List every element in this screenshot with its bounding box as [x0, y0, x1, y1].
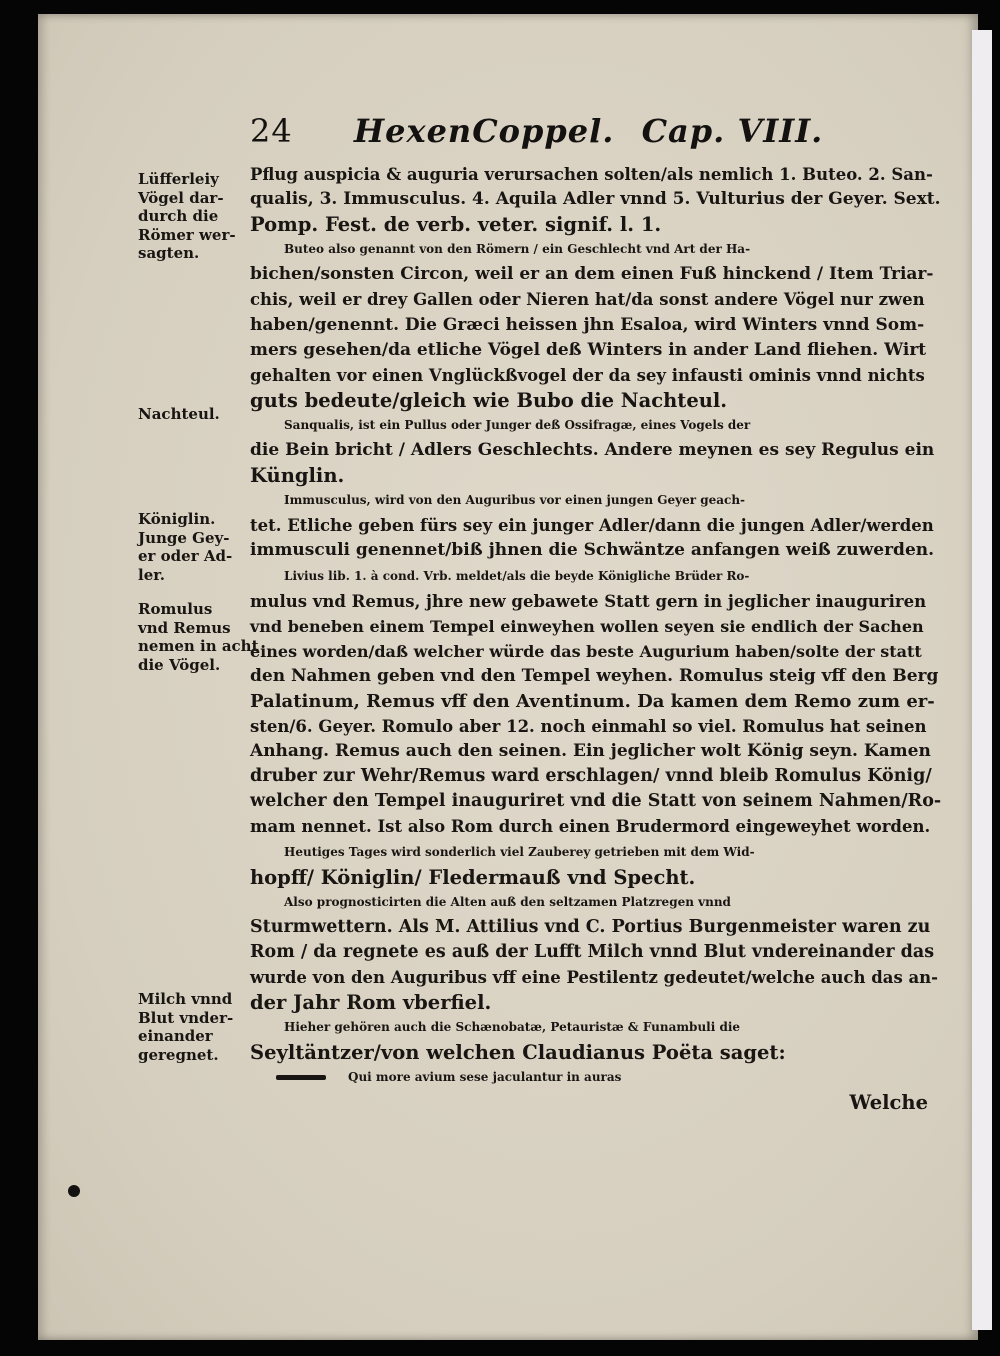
- text-line: Pflug auspicia & auguria verursachen solten/als nemlich 1. Buteo. 2. San-: [250, 165, 933, 184]
- text-line: haben/genennt. Die Græci heissen jhn Esaloa, wird Winters vnnd Som-: [250, 314, 925, 335]
- text-line: druber zur Wehr/Remus ward erschlagen/ vnnd bleib Romulus König/: [250, 766, 932, 787]
- margin-note-line: er oder Ad-: [138, 547, 233, 565]
- page-edge: [972, 30, 992, 1330]
- text-line: Buteo also genannt von den Römern / ein Geschlecht vnd Art der Ha-: [284, 242, 751, 257]
- margin-note-line: die Vögel.: [138, 655, 221, 674]
- margin-note-line: ler.: [138, 565, 165, 584]
- body-text: [250, 162, 940, 1116]
- quote-line: [250, 1065, 940, 1090]
- text-line: der Jahr Rom vberfiel.: [250, 991, 492, 1015]
- text-line: vnd beneben einem Tempel einweyhen wollen seyen sie endlich der Sachen: [250, 616, 924, 636]
- text-line: gehalten vor einen Vnglückßvogel der da sey infausti ominis vnnd nichts: [250, 365, 925, 385]
- chapter-label: Cap. VIII.: [641, 112, 824, 150]
- text-line: Palatinum, Remus vff den Aventinum. Da kamen dem Remo zum er-: [250, 690, 935, 712]
- text-line: Heutiges Tages wird sonderlich viel Zauberey getrieben mit dem Wid-: [284, 844, 755, 859]
- margin-note: [138, 600, 259, 674]
- text-line: Immusculus, wird von den Auguribus vor einen jungen Geyer geach-: [284, 493, 746, 508]
- text-line: qualis, 3. Immusculus. 4. Aquila Adler vnnd 5. Vulturius der Geyer. Sext.: [250, 189, 941, 210]
- running-title: HexenCoppel.: [353, 112, 615, 150]
- dash-ornament: [276, 1075, 326, 1080]
- text-line: guts bedeute/gleich wie Bubo die Nachteul.: [250, 388, 728, 412]
- margin-note: [138, 990, 253, 1064]
- text-line: immusculi genennet/biß jhnen die Schwäntze anfangen weiß zuwerden.: [250, 540, 935, 561]
- margin-note-line: sagten.: [138, 244, 200, 262]
- text-line: Anhang. Remus auch den seinen. Ein jeglicher wolt König seyn. Kamen: [250, 741, 931, 762]
- text-line: Pomp. Fest. de verb. veter. signif. l. 1.: [250, 213, 662, 237]
- text-line: Sanqualis, ist ein Pullus oder Junger deß Ossifragæ, eines Vogels der: [284, 417, 751, 432]
- margin-note: [138, 405, 253, 424]
- text-line: mam nennet. Ist also Rom durch einen Brudermord eingeweyhet worden.: [250, 817, 931, 837]
- margin-note-line: geregnet.: [138, 1045, 219, 1064]
- running-header: [250, 112, 950, 150]
- margin-note-line: nemen in acht: [138, 637, 259, 655]
- latin-quote: Qui more avium sese jaculantur in auras: [348, 1070, 622, 1085]
- margin-note-line: einander: [138, 1027, 213, 1045]
- text-line: eines worden/daß welcher würde das beste Augurium haben/solte der statt: [250, 641, 922, 661]
- text-line: mers gesehen/da etliche Vögel deß Winters in ander Land fliehen. Wirt: [250, 339, 927, 360]
- margin-note-line: Lüfferleiy: [138, 170, 219, 188]
- text-line: mulus vnd Remus, jhre new gebawete Statt gern in jeglicher inauguriren: [250, 591, 927, 611]
- text-line: Hieher gehören auch die Schænobatæ, Petauristæ & Funambuli die: [284, 1020, 741, 1035]
- margin-note-line: Römer wer-: [138, 225, 236, 244]
- margin-note-line: Romulus: [138, 600, 213, 618]
- margin-note-line: Königlin.: [138, 510, 216, 528]
- text-line: Also prognosticirten die Alten auß den seltzamen Platzregen vnnd: [284, 894, 731, 909]
- catchword: Welche: [849, 1091, 928, 1115]
- text-line: den Nahmen geben vnd den Tempel weyhen. Romulus steig vff den Berg: [250, 665, 939, 686]
- text-line: Sturmwettern. Als M. Attilius vnd C. Portius Burgenmeister waren zu: [250, 916, 931, 937]
- margin-note-line: Milch vnnd: [138, 990, 233, 1008]
- margin-note-line: Junge Gey-: [138, 528, 230, 547]
- ink-spot: [68, 1185, 80, 1197]
- margin-note-line: Blut vnder-: [138, 1008, 234, 1027]
- margin-note: [138, 510, 253, 584]
- margin-note: [138, 170, 253, 263]
- margin-note-line: Nachteul.: [138, 405, 220, 423]
- margin-note-line: Vögel dar-: [138, 188, 224, 207]
- margin-note-line: durch die: [138, 207, 219, 225]
- text-line: Livius lib. 1. à cond. Vrb. meldet/als die beyde Königliche Brüder Ro-: [284, 568, 750, 583]
- text-line: Seyltäntzer/von welchen Claudianus Poëta saget:: [250, 1041, 786, 1065]
- text-line: sten/6. Geyer. Romulo aber 12. noch einmahl so viel. Romulus hat seinen: [250, 717, 927, 737]
- margin-note-line: vnd Remus: [138, 618, 231, 637]
- text-line: welcher den Tempel inauguriret vnd die Statt von seinem Nahmen/Ro-: [250, 791, 942, 812]
- text-line: wurde von den Auguribus vff eine Pestilentz gedeutet/welche auch das an-: [250, 968, 939, 987]
- text-line: Künglin.: [250, 464, 345, 488]
- text-line: die Bein bricht / Adlers Geschlechts. Andere meynen es sey Regulus ein: [250, 440, 935, 461]
- text-line: Rom / da regnete es auß der Lufft Milch vnnd Blut vndereinander das: [250, 941, 935, 962]
- text-line: chis, weil er drey Gallen oder Nieren hat/da sonst andere Vögel nur zwen: [250, 290, 925, 310]
- text-line: hopff/ Königlin/ Fledermauß vnd Specht.: [250, 865, 696, 889]
- text-line: tet. Etliche geben fürs sey ein junger Adler/dann die jungen Adler/werden: [250, 516, 934, 536]
- text-line: bichen/sonsten Circon, weil er an dem einen Fuß hinckend / Item Triar-: [250, 264, 934, 285]
- page-number: 24: [250, 112, 293, 150]
